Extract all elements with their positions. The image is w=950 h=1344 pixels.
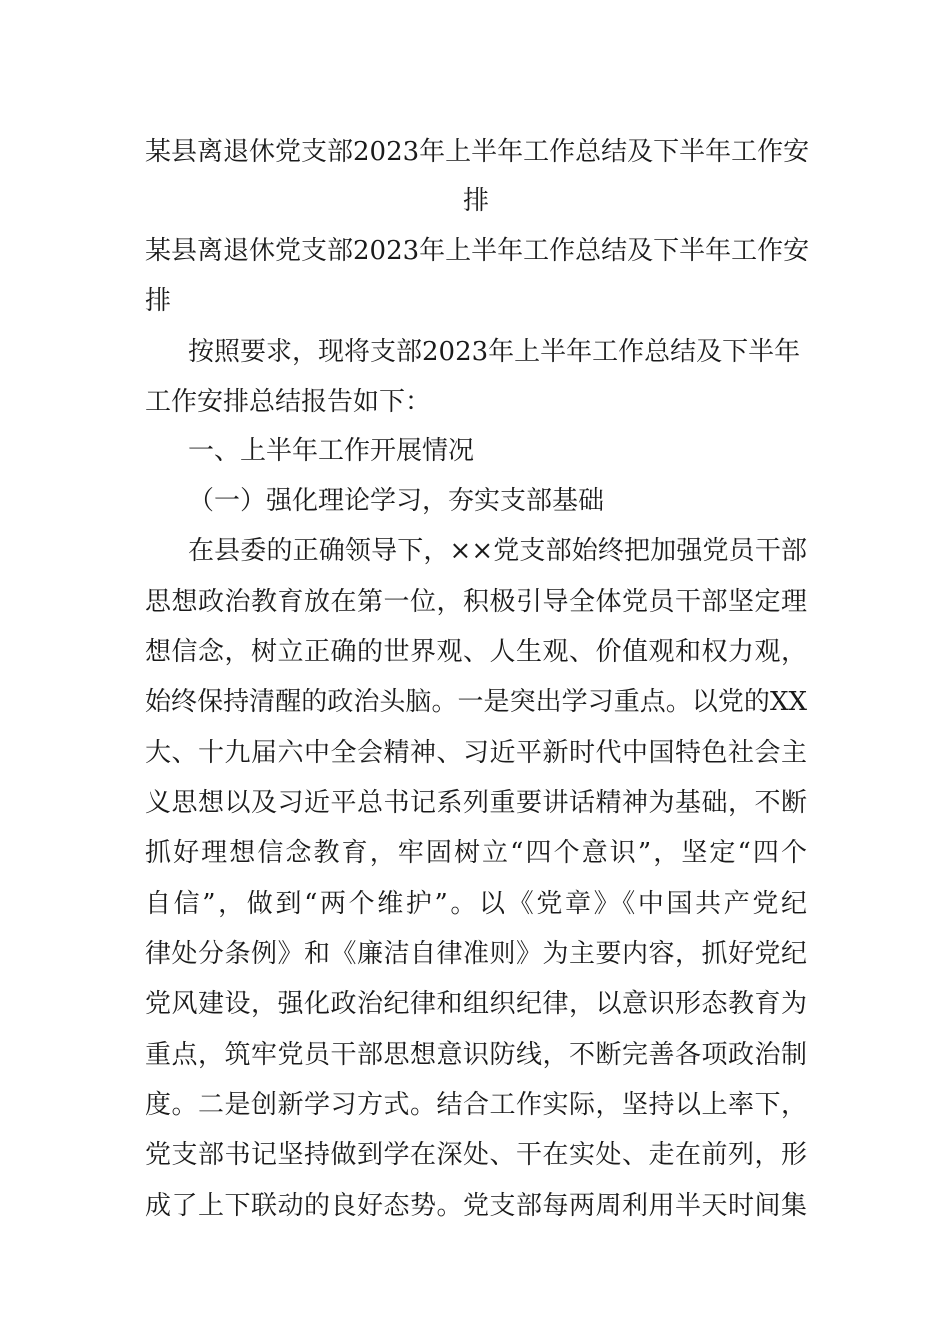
paragraph-line: 自信”，做到“两个维护”。以《党章》《中国共产党纪: [145, 889, 807, 919]
paragraph-line: 度。二是创新学习方式。结合工作实际，坚持以上率下，: [145, 1090, 807, 1120]
paragraph-line: 大、十九届六中全会精神、习近平新时代中国特色社会主: [145, 738, 807, 768]
subsection-heading: （一）强化理论学习，夯实支部基础: [188, 486, 605, 516]
paragraph-line: 党支部书记坚持做到学在深处、干在实处、走在前列，形: [145, 1140, 807, 1170]
paragraph-line: 重点，筑牢党员干部思想意识防线，不断完善各项政治制: [145, 1040, 807, 1070]
paragraph-line: 始终保持清醒的政治头脑。一是突出学习重点。以党的XX: [145, 687, 807, 717]
paragraph-line: 成了上下联动的良好态势。党支部每两周利用半天时间集: [145, 1191, 807, 1221]
paragraph-line: 在县委的正确领导下，××党支部始终把加强党员干部: [188, 536, 807, 566]
intro-line-2: 工作安排总结报告如下：: [145, 387, 432, 417]
paragraph-line: 律处分条例》和《廉洁自律准则》为主要内容，抓好党纪: [145, 939, 807, 969]
paragraph-line: 抓好理想信念教育，牢固树立“四个意识”，坚定“四个: [145, 838, 807, 868]
section-heading: 一、上半年工作开展情况: [188, 436, 475, 466]
document-title-line-1: 某县离退休党支部2023年上半年工作总结及下半年工作安: [145, 137, 810, 167]
paragraph-line: 义思想以及习近平总书记系列重要讲话精神为基础，不断: [145, 788, 807, 818]
document-title-line-2: 排: [462, 186, 489, 216]
document-subtitle-line-2: 排: [145, 286, 172, 316]
intro-line-1: 按照要求，现将支部2023年上半年工作总结及下半年: [188, 337, 801, 367]
document-subtitle-line-1: 某县离退休党支部2023年上半年工作总结及下半年工作安: [145, 236, 810, 266]
paragraph-line: 党风建设，强化政治纪律和组织纪律，以意识形态教育为: [145, 989, 807, 1019]
paragraph-line: 想信念，树立正确的世界观、人生观、价值观和权力观，: [145, 637, 807, 667]
paragraph-line: 思想政治教育放在第一位，积极引导全体党员干部坚定理: [145, 587, 807, 617]
